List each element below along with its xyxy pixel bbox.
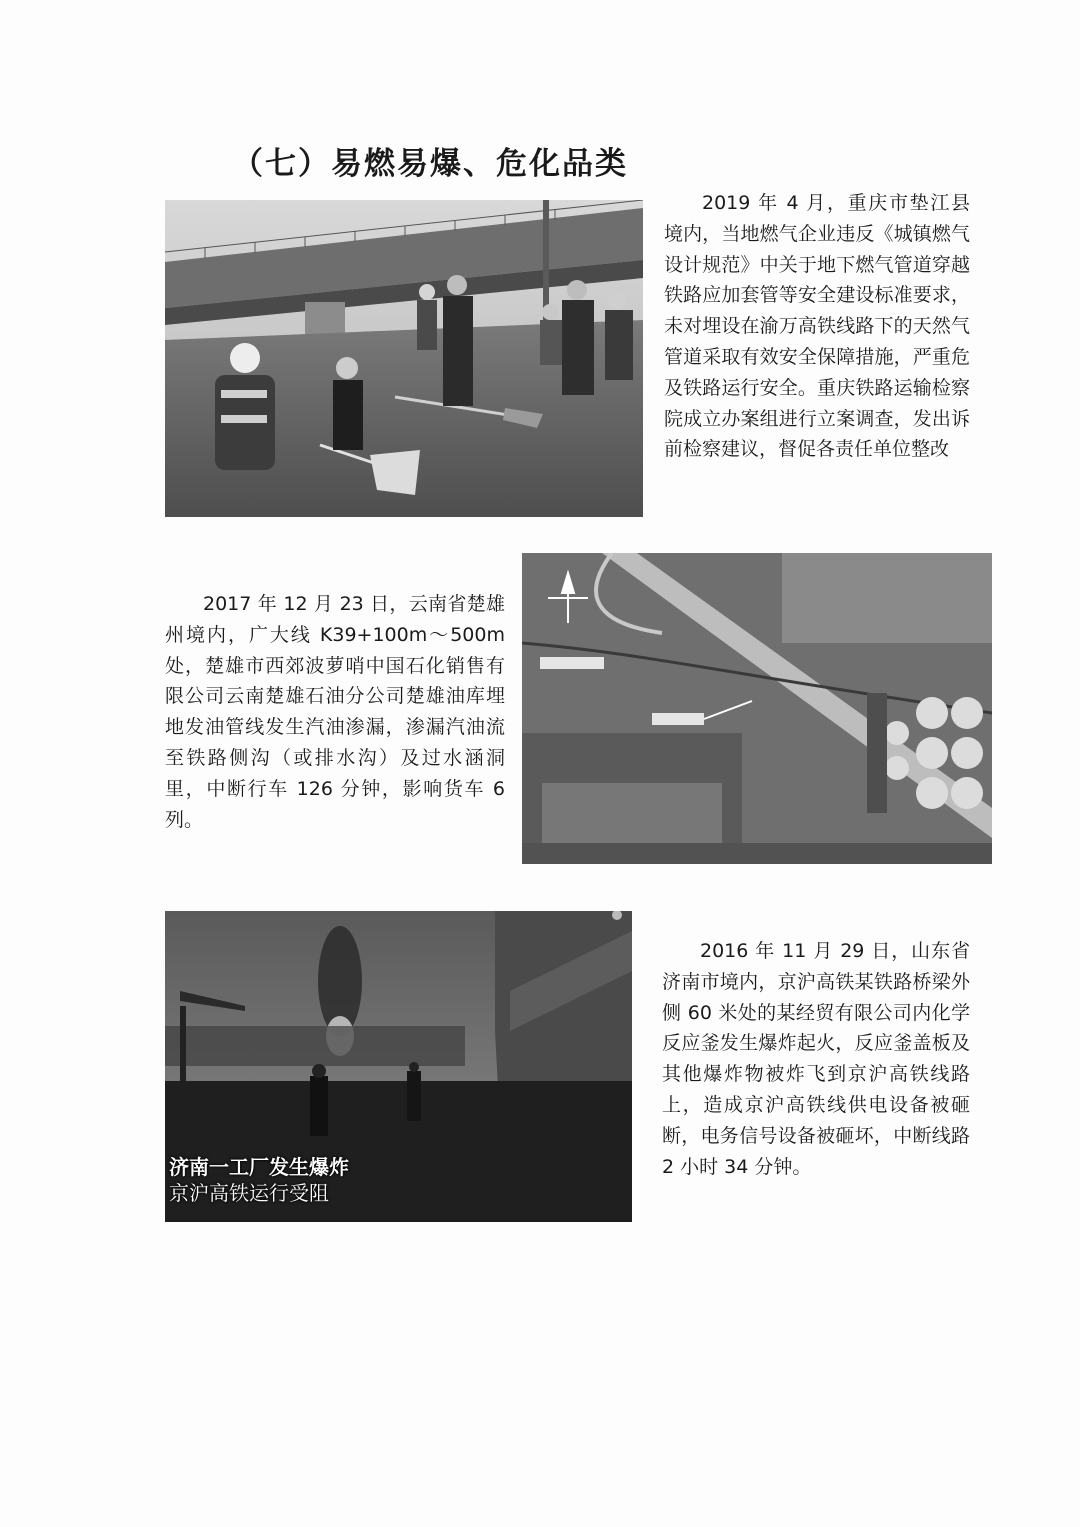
satellite-map-image bbox=[522, 553, 992, 864]
case2-satellite-map bbox=[522, 553, 992, 864]
case3-text: 2016 年 11 月 29 日，山东省济南市境内，京沪高铁某铁路桥梁外侧 60 米处的某经贸有限公司内化学反应釜发生爆炸起火，反应釜盖板及其他爆炸物被炸飞到京沪高铁线路上，造成京沪高铁线供电设备被砸断，电务信号设备被砸坏，中断线路 2 小时 34 分钟。 bbox=[662, 940, 970, 1178]
site-inspection-image bbox=[165, 200, 643, 517]
case1-text: 2019 年 4 月，重庆市垫江县境内，当地燃气企业违反《城镇燃气设计规范》中关于地下燃气管道穿越铁路应加套管等安全建设标准要求，未对埋设在渝万高铁线路下的天然气管道采取有效安全保障措施，严重危及铁路运行安全。重庆铁路运输检察院成立办案组进行立案调查，发出诉前检察建议，督促各责任单位整改 bbox=[664, 192, 970, 461]
section-title: （七）易燃易爆、危化品类 bbox=[232, 146, 628, 182]
video-caption-line1: 济南一工厂发生爆炸 bbox=[169, 1155, 349, 1179]
case2-description bbox=[165, 589, 505, 835]
case3-description bbox=[662, 936, 970, 1182]
case3-explosion-video-frame bbox=[165, 911, 632, 1222]
case1-site-inspection-photo bbox=[165, 200, 643, 517]
video-caption-line2: 京沪高铁运行受阻 bbox=[169, 1181, 329, 1205]
case2-text: 2017 年 12 月 23 日，云南省楚雄州境内，广大线 K39+100m～500m 处，楚雄市西郊波萝哨中国石化销售有限公司云南楚雄石油分公司楚雄油库埋地发油管线发生汽油渗漏，渗漏汽油流至铁路侧沟（或排水沟）及过水涵洞里，中断行车 126 分钟，影响货车 6 列。 bbox=[165, 593, 505, 831]
case1-description bbox=[664, 188, 970, 465]
